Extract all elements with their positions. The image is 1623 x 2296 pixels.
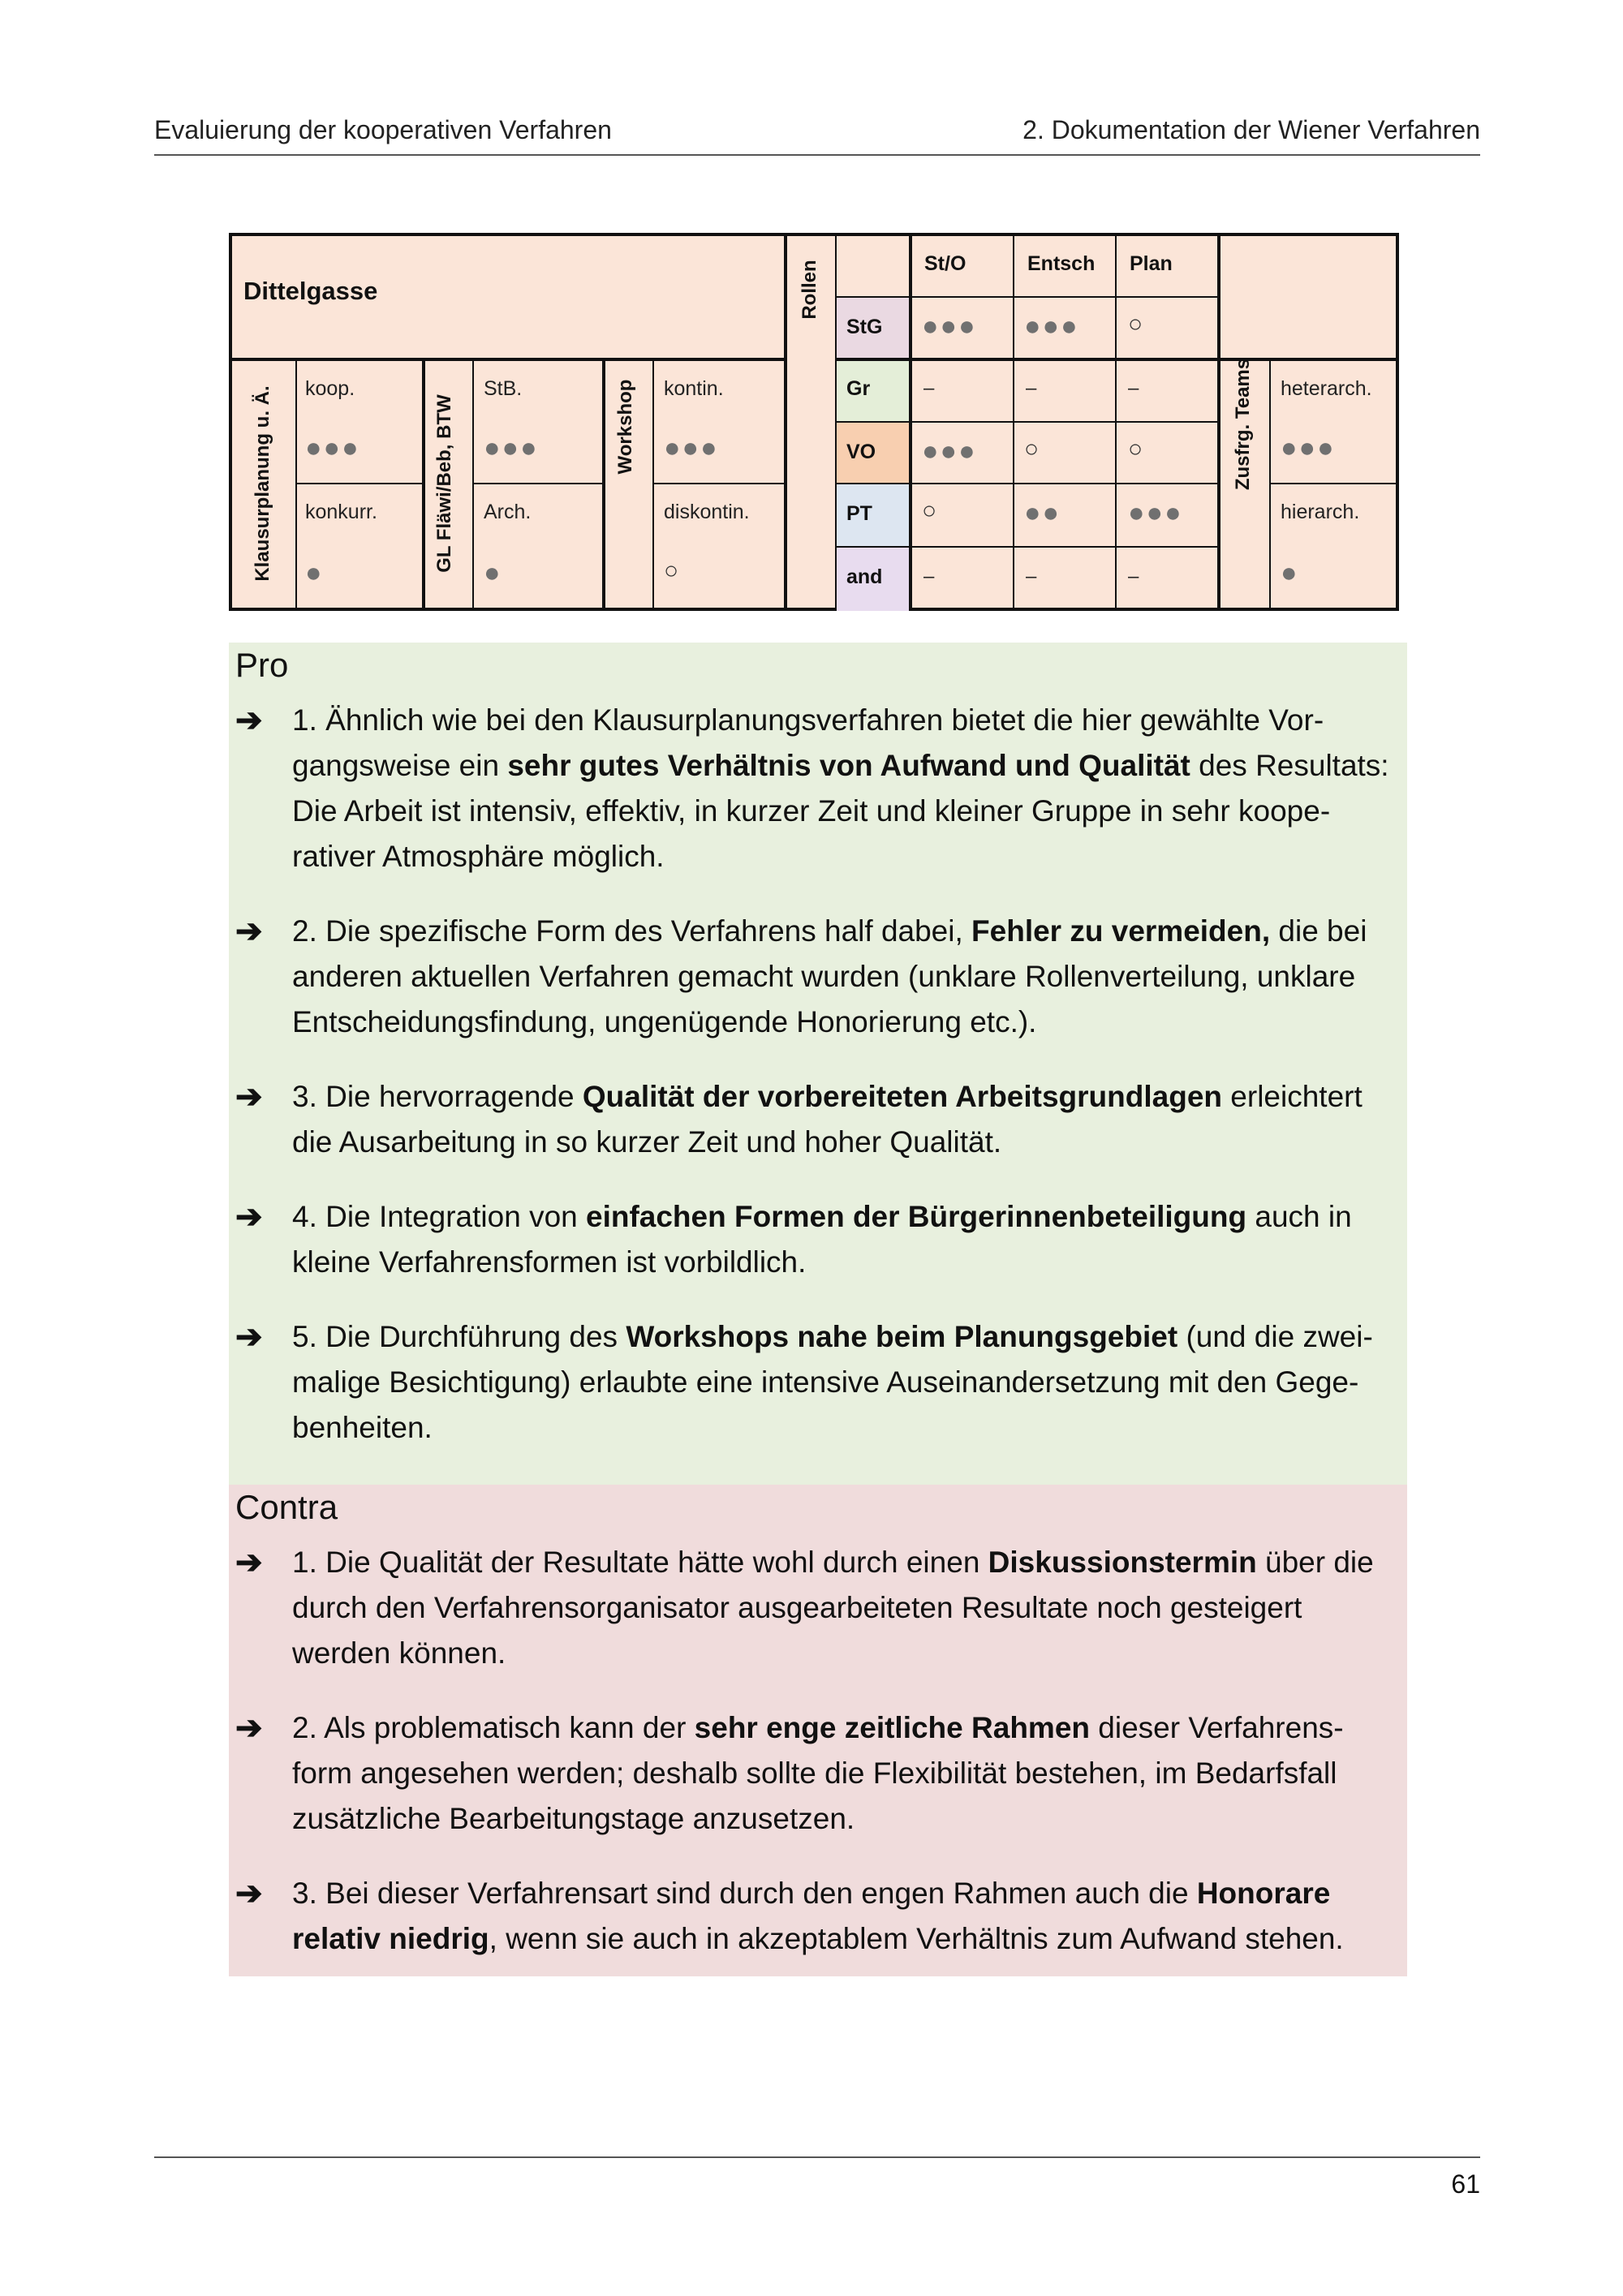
arrow-icon: ➔ (235, 1079, 263, 1115)
arrow-icon: ➔ (235, 1876, 263, 1911)
pro-heading: Pro (235, 646, 289, 684)
arrow-icon: ➔ (235, 1199, 263, 1235)
term-diskontin: diskontin. (664, 501, 750, 523)
rating-pt-entsch: ●● (1024, 497, 1061, 528)
role-pt: PT (846, 502, 872, 525)
classification-table (229, 233, 1399, 611)
rating-heterarch: ●●● (1281, 432, 1336, 463)
contra-heading: Contra (235, 1488, 338, 1526)
arrow-icon: ➔ (235, 1545, 263, 1580)
contra-section: Contra ➔ 1. Die Qualität der Resultate hätte wohl durch einen Diskussionstermin über die durch den Verfahrensorganisator ausgearbeiteten Resultate noch gesteigert werden können. ➔ 2. Als problematisch kann der sehr enge zeitliche Rahmen dieser Verfahrens-form angesehen werden; deshalb sollte die Flexibilität bestehen, im Bedarfsfall zusätzliche Bearbeitungstage anzusetzen. ➔ 3. Bei dieser Verfahrensart sind durch den engen Rahmen auch die Honorare relativ niedrig, wenn sie auch in akzeptablem Verhältnis zum Aufwand stehen. (229, 1485, 1407, 1976)
arrow-icon: ➔ (235, 703, 263, 738)
rating-stg-entsch: ●●● (1024, 311, 1079, 342)
rating-and-entsch: – (1026, 565, 1037, 587)
rating-arch: ● (484, 557, 502, 588)
term-koop: koop. (305, 377, 355, 400)
role-gr: Gr (846, 377, 871, 400)
rating-diskontin: ○ (664, 557, 681, 584)
role-and: and (846, 565, 883, 588)
col-header-sto: St/O (924, 252, 966, 275)
rating-and-sto: – (923, 565, 935, 587)
term-heterarch: heterarch. (1281, 377, 1372, 400)
rating-vo-entsch: ○ (1024, 436, 1041, 462)
header-right-title: 2. Dokumentation der Wiener Verfahren (1022, 115, 1480, 144)
rating-gr-sto: – (923, 377, 935, 399)
pro-section: Pro ➔ 1. Ähnlich wie bei den Klausurplanungsverfahren bietet die hier gewählte Vor-gangsweise ein sehr gutes Verhältnis von Aufwand und Qualität des Resultats: Die Arbeit ist intensiv, effektiv, in kurzer Zeit und kleiner Gruppe in sehr koope-rativer Atmosphäre möglich. ➔ 2. Die spezifische Form des Verfahrens half dabei, Fehler zu vermeiden, die bei anderen aktuellen Verfahren gemacht wurden (unklare Rollenverteilung, unklare Entscheidungsfindung, ungenügende Honorierung etc.). ➔ 3. Die hervorragende Qualität der vorbereiteten Arbeitsgrundlagen erleichtert die Ausarbeitung in so kurzer Zeit und hoher Qualität. ➔ 4. Die Integration von einfachen Formen der Bürgerinnenbeteiligung auch in kleine Verfahrensformen ist vorbildlich. ➔ 5. Die Durchführung des Workshops nahe beim Planungsgebiet (und die zwei-malige Besichtigung) erlaubte eine intensive Auseinandersetzung mit den Gege-benheiten. (229, 643, 1407, 1485)
page-footer (154, 2156, 1480, 2199)
header-left-title: Evaluierung der kooperativen Verfahren (154, 115, 612, 144)
group-label-teams: Zusfrg. Teams (1232, 358, 1254, 491)
rating-and-plan: – (1128, 565, 1139, 587)
group-label-workshop: Workshop (614, 379, 636, 475)
group-label-gl: GL Fläwi/Beb, BTW (433, 394, 455, 573)
rating-stb: ●●● (484, 432, 539, 463)
rating-stg-plan: ○ (1128, 311, 1145, 338)
rating-konkurr: ● (305, 557, 324, 588)
rollen-label: Rollen (799, 260, 820, 320)
rating-gr-plan: – (1128, 377, 1139, 399)
arrow-icon: ➔ (235, 1319, 263, 1355)
rating-pt-sto: ○ (922, 497, 939, 524)
table-title: Dittelgasse (243, 277, 378, 305)
term-stb: StB. (484, 377, 523, 400)
role-vo: VO (846, 441, 876, 463)
term-kontin: kontin. (664, 377, 724, 400)
rating-hierarch: ● (1281, 557, 1299, 588)
rating-kontin: ●●● (664, 432, 719, 463)
rating-stg-sto: ●●● (922, 311, 977, 342)
col-header-plan: Plan (1130, 252, 1173, 275)
rating-vo-sto: ●●● (922, 436, 977, 467)
group-label-klausur: Klausurplanung u. Ä. (252, 385, 273, 582)
term-arch: Arch. (484, 501, 532, 523)
page-number: 61 (1451, 2169, 1480, 2199)
page-header (154, 114, 1480, 156)
arrow-icon: ➔ (235, 914, 263, 949)
rating-vo-plan: ○ (1128, 436, 1145, 462)
arrow-icon: ➔ (235, 1710, 263, 1746)
term-hierarch: hierarch. (1281, 501, 1360, 523)
rating-koop: ●●● (305, 432, 360, 463)
term-konkurr: konkurr. (305, 501, 377, 523)
rating-gr-entsch: – (1026, 377, 1037, 399)
role-stg: StG (846, 316, 883, 338)
rating-pt-plan: ●●● (1128, 497, 1183, 528)
col-header-entsch: Entsch (1027, 252, 1096, 275)
